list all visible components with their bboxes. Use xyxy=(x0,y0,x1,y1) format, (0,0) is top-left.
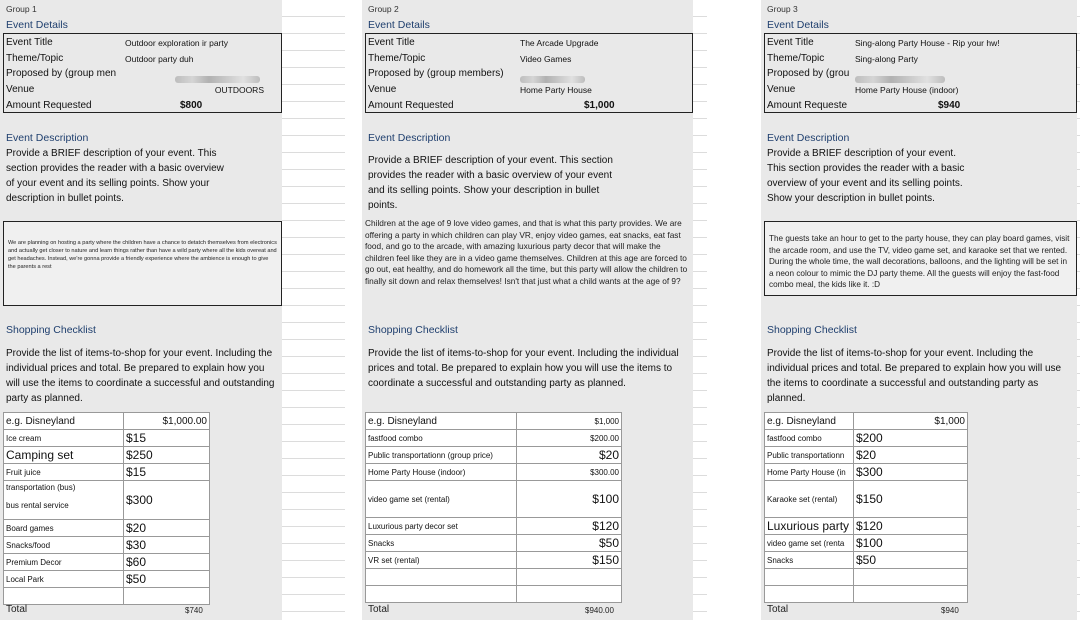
theme-label: Theme/Topic xyxy=(368,53,426,64)
theme-value[interactable]: Video Games xyxy=(520,54,572,64)
venue-value[interactable]: Home Party House (indoor) xyxy=(855,85,959,95)
table-row xyxy=(4,520,210,537)
item-name[interactable]: Snacks xyxy=(366,535,517,552)
item-name[interactable]: Local Park xyxy=(4,571,124,588)
item-name[interactable]: Premium Decor xyxy=(4,554,124,571)
item-name[interactable] xyxy=(366,586,517,603)
item-name[interactable]: Board games xyxy=(4,520,124,537)
table-row xyxy=(765,430,968,447)
event-title-value[interactable]: The Arcade Upgrade xyxy=(520,38,599,48)
item-name[interactable]: Home Party House (in xyxy=(765,464,854,481)
venue-value[interactable]: OUTDOORS xyxy=(214,85,264,95)
item-name[interactable]: Fruit juice xyxy=(4,464,124,481)
table-row xyxy=(765,518,968,535)
item-price[interactable]: $300.00 xyxy=(517,464,622,481)
description-text[interactable]: Children at the age of 9 love video games, and that is what this party provides. We are offering a party in which children can play VR, enjoy video games, eat snacks, eat fast food, and go to the arcade, with amazing luxurious party decor that will make the children feel like they are in a video game themselves. Children at this age are forced to go out, eat healthy, and do homework all the time, but this party will allow the children to finally sit down and relax themselves! Isn't that just what a child wants at the age of 9? xyxy=(365,218,688,286)
item-name[interactable]: e.g. Disneyland xyxy=(4,413,124,430)
total-value[interactable]: $940 xyxy=(941,606,959,615)
item-price[interactable]: $100 xyxy=(854,535,968,552)
item-name[interactable]: transportation (bus) bus rental service xyxy=(4,481,124,520)
item-price[interactable]: $300 xyxy=(854,464,968,481)
item-price[interactable]: $150 xyxy=(517,552,622,569)
group-2-sheet xyxy=(362,0,707,620)
event-title-label: Event Title xyxy=(6,37,53,48)
group-label: Group 3 xyxy=(767,4,798,14)
table-row xyxy=(765,447,968,464)
description-text[interactable]: The guests take an hour to get to the party house, they can play board games, visit the arcade room, and use the TV, video game set, and karaoke set that we rented. During the whole time, the wall decorations, balloons, and the lighting will be set in a neon colour to mimic the DJ party theme. All the guests will enjoy the fast-food combo meal, the kids like it. :D xyxy=(764,221,1077,296)
table-row xyxy=(765,535,968,552)
item-price[interactable]: $200.00 xyxy=(517,430,622,447)
table-row xyxy=(366,413,622,430)
amount-label: Amount Requeste xyxy=(767,100,848,111)
total-label: Total xyxy=(368,604,390,615)
item-price[interactable]: $1,000.00 xyxy=(124,413,210,430)
table-row xyxy=(366,481,622,518)
item-price[interactable] xyxy=(854,586,968,603)
item-name[interactable]: Camping set xyxy=(4,447,124,464)
item-price[interactable]: $20 xyxy=(854,447,968,464)
table-row xyxy=(765,552,968,569)
table-row xyxy=(366,586,622,603)
item-price[interactable] xyxy=(517,586,622,603)
theme-label: Theme/Topic xyxy=(6,53,64,64)
item-price[interactable] xyxy=(517,569,622,586)
shopping-table xyxy=(764,412,968,603)
theme-value[interactable]: Outdoor party duh xyxy=(125,54,194,64)
amount-label: Amount Requested xyxy=(368,100,454,111)
group-label: Group 1 xyxy=(6,4,37,14)
table-row xyxy=(4,588,210,605)
item-name[interactable]: e.g. Disneyland xyxy=(366,413,517,430)
table-row xyxy=(4,413,210,430)
item-price[interactable]: $20 xyxy=(517,447,622,464)
event-title-label: Event Title xyxy=(368,37,415,48)
item-price[interactable]: $300 xyxy=(124,481,210,520)
event-title-label: Event Title xyxy=(767,37,814,48)
item-price[interactable]: $20 xyxy=(124,520,210,537)
item-name[interactable]: fastfood combo xyxy=(765,430,854,447)
item-price[interactable]: $1,000 xyxy=(854,413,968,430)
item-name[interactable]: VR set (rental) xyxy=(366,552,517,569)
shopping-prompt: Provide the list of items-to-shop for your event. Including the individual prices and total. Be prepared to explain how you will use the items to coordinate a successful and outstanding party as planned. xyxy=(6,348,275,404)
table-row xyxy=(4,537,210,554)
shopping-prompt: Provide the list of items-to-shop for your event. Including the individual prices and total. Be prepared to explain how you will use the items to coordinate a successful and outstanding party as planned. xyxy=(767,348,1062,404)
item-price[interactable]: $50 xyxy=(854,552,968,569)
table-row xyxy=(765,464,968,481)
proposed-by-label: Proposed by (group members) xyxy=(368,68,504,79)
proposed-by-label: Proposed by (grou xyxy=(767,68,850,79)
item-price[interactable]: $100 xyxy=(517,481,622,518)
table-row xyxy=(765,413,968,430)
item-price[interactable]: $120 xyxy=(517,518,622,535)
group-1-sheet xyxy=(0,0,345,620)
item-name[interactable]: video game set (rental) xyxy=(366,481,517,518)
section-shopping-checklist: Shopping Checklist xyxy=(6,324,96,336)
group-3-sheet xyxy=(761,0,1080,620)
total-value[interactable]: $740 xyxy=(185,606,203,615)
item-price[interactable]: $200 xyxy=(854,430,968,447)
section-event-description: Event Description xyxy=(6,132,89,144)
total-label: Total xyxy=(767,604,789,615)
description-prompt: Provide a BRIEF description of your event. This section provides the reader with a basic overview of your event and its selling points. Show your description in bullet points. xyxy=(368,155,613,211)
table-row xyxy=(4,481,210,520)
item-name[interactable] xyxy=(366,569,517,586)
table-row xyxy=(4,430,210,447)
item-name[interactable]: Ice cream xyxy=(4,430,124,447)
total-label: Total xyxy=(6,604,28,615)
item-name[interactable]: e.g. Disneyland xyxy=(765,413,854,430)
amount-label: Amount Requested xyxy=(6,100,92,111)
venue-label: Venue xyxy=(6,84,35,95)
item-price[interactable]: $150 xyxy=(854,481,968,518)
proposed-by-label: Proposed by (group men xyxy=(6,68,117,79)
section-event-description: Event Description xyxy=(368,132,451,144)
table-row xyxy=(366,430,622,447)
table-row xyxy=(366,552,622,569)
section-shopping-checklist: Shopping Checklist xyxy=(767,324,857,336)
item-name[interactable]: Public transportationn xyxy=(765,447,854,464)
item-name[interactable] xyxy=(765,569,854,586)
item-name[interactable]: video game set (renta xyxy=(765,535,854,552)
theme-value[interactable]: Sing-along Party xyxy=(855,54,918,64)
amount-value[interactable]: $1,000 xyxy=(584,100,615,111)
table-row xyxy=(765,586,968,603)
shopping-table xyxy=(3,412,210,605)
table-row xyxy=(4,447,210,464)
table-row xyxy=(4,571,210,588)
item-name[interactable]: Karaoke set (rental) xyxy=(765,481,854,518)
group-label: Group 2 xyxy=(368,4,399,14)
table-row xyxy=(366,569,622,586)
section-event-details: Event Details xyxy=(368,19,430,31)
section-event-details: Event Details xyxy=(767,19,829,31)
item-price[interactable] xyxy=(854,569,968,586)
table-row xyxy=(4,554,210,571)
section-event-details: Event Details xyxy=(6,19,68,31)
total-value[interactable]: $940.00 xyxy=(585,606,614,615)
item-price[interactable]: $50 xyxy=(517,535,622,552)
item-price[interactable]: $120 xyxy=(854,518,968,535)
item-name[interactable]: Snacks xyxy=(765,552,854,569)
venue-value[interactable]: Home Party House xyxy=(520,85,592,95)
table-row xyxy=(765,569,968,586)
venue-label: Venue xyxy=(767,84,796,95)
item-price[interactable]: $250 xyxy=(124,447,210,464)
event-title-value[interactable]: Outdoor exploration ir party xyxy=(125,38,228,48)
section-shopping-checklist: Shopping Checklist xyxy=(368,324,458,336)
amount-value[interactable]: $940 xyxy=(938,100,961,111)
shopping-table xyxy=(365,412,622,603)
table-row xyxy=(366,518,622,535)
item-price[interactable]: $15 xyxy=(124,464,210,481)
item-name[interactable]: Public transportationn (group price) xyxy=(366,447,517,464)
table-row xyxy=(366,447,622,464)
item-name[interactable]: Home Party House (indoor) xyxy=(366,464,517,481)
venue-label: Venue xyxy=(368,84,397,95)
description-prompt: Provide a BRIEF description of your event. This section provides the reader with a basic overview of your event and its selling points. Show your description in bullet points. xyxy=(6,148,224,204)
item-name[interactable]: fastfood combo xyxy=(366,430,517,447)
amount-value[interactable]: $800 xyxy=(180,100,203,111)
table-row xyxy=(765,481,968,518)
table-row xyxy=(4,464,210,481)
shopping-prompt: Provide the list of items-to-shop for your event. Including the individual prices and total. Be prepared to explain how you will use the items to coordinate a successful and outstanding party as planned. xyxy=(368,348,679,389)
item-name[interactable] xyxy=(765,586,854,603)
table-row xyxy=(366,535,622,552)
item-price[interactable]: $60 xyxy=(124,554,210,571)
item-price[interactable]: $1,000 xyxy=(517,413,622,430)
item-name[interactable]: Snacks/food xyxy=(4,537,124,554)
item-name[interactable]: Luxurious party decor set xyxy=(366,518,517,535)
event-title-value[interactable]: Sing-along Party House - Rip your hw! xyxy=(855,38,1000,48)
table-row xyxy=(366,464,622,481)
theme-label: Theme/Topic xyxy=(767,53,825,64)
item-price[interactable]: $15 xyxy=(124,430,210,447)
item-name[interactable]: Luxurious party xyxy=(765,518,854,535)
description-prompt: Provide a BRIEF description of your event. This section provides the reader with a basic overview of your event and its selling points. Show your description in bullet points. xyxy=(767,148,965,204)
item-price[interactable]: $50 xyxy=(124,571,210,588)
section-event-description: Event Description xyxy=(767,132,850,144)
item-price[interactable]: $30 xyxy=(124,537,210,554)
description-text[interactable]: We are planning on hosting a party where the children have a chance to detatch themselves from electronics and actually get closer to nature and learn things rather than have a wild party where all the kids overeat and get headaches. Instead, we're gonna provide a friendly experience where the ambience is enough to give the parents a rest xyxy=(3,221,282,306)
